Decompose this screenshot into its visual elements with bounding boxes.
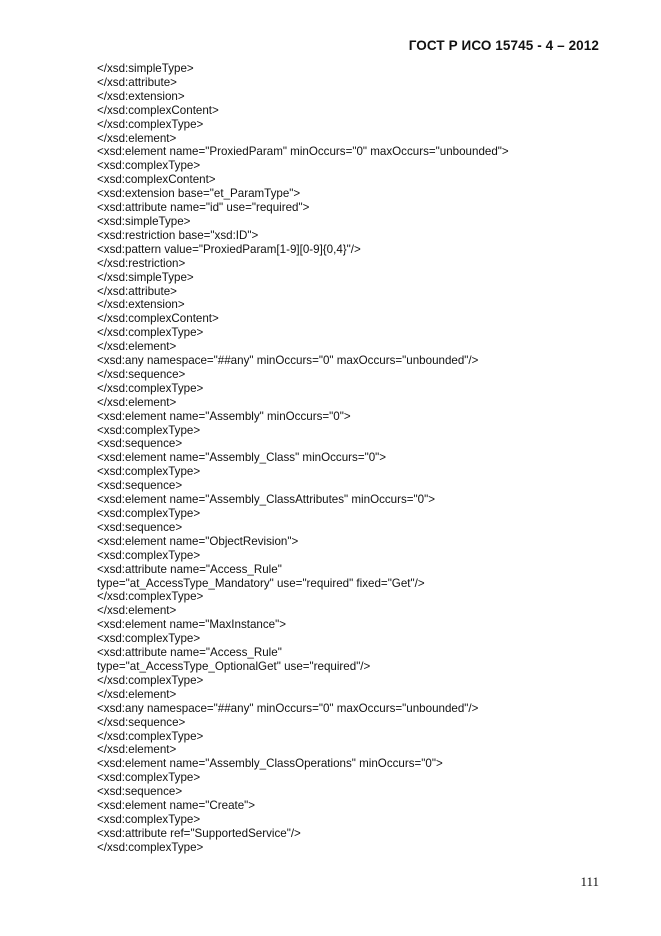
- code-line: </xsd:element>: [97, 687, 177, 701]
- code-line: <xsd:any namespace="##any" minOccurs="0" maxOccurs="unbounded"/>: [97, 354, 479, 368]
- code-line: <xsd:sequence>: [97, 437, 183, 451]
- code-line: </xsd:element>: [97, 395, 177, 409]
- code-line: <xsd:restriction base="xsd:ID">: [97, 228, 259, 242]
- code-line: <xsd:sequence>: [97, 479, 183, 493]
- standard-header: ГОСТ Р ИСО 15745 - 4 – 2012: [408, 38, 599, 53]
- code-line: <xsd:element name="ProxiedParam" minOccurs="0" maxOccurs="unbounded">: [97, 145, 509, 159]
- code-line: <xsd:attribute ref="SupportedService"/>: [97, 826, 301, 840]
- xsd-code-block: [97, 62, 617, 855]
- code-line: <xsd:sequence>: [97, 520, 183, 534]
- code-line: </xsd:complexType>: [97, 326, 204, 340]
- code-line: <xsd:extension base="et_ParamType">: [97, 187, 301, 201]
- code-line: <xsd:element name="Assembly_ClassOperations" minOccurs="0">: [97, 757, 443, 771]
- code-line: </xsd:complexType>: [97, 729, 204, 743]
- code-line: <xsd:simpleType>: [97, 214, 191, 228]
- code-line: </xsd:attribute>: [97, 284, 177, 298]
- code-line: <xsd:complexType>: [97, 423, 201, 437]
- code-line: <xsd:complexContent>: [97, 173, 216, 187]
- code-line: </xsd:restriction>: [97, 256, 186, 270]
- code-line: </xsd:complexType>: [97, 673, 204, 687]
- code-line: </xsd:attribute>: [97, 75, 177, 89]
- code-line: <xsd:attribute name="Access_Rule": [97, 646, 282, 660]
- code-line: <xsd:complexType>: [97, 507, 201, 520]
- code-line: </xsd:sequence>: [97, 715, 186, 729]
- code-line: <xsd:element name="Assembly_Class" minOccurs="0">: [97, 451, 387, 465]
- code-line: </xsd:element>: [97, 604, 177, 618]
- code-line: <xsd:complexType>: [97, 465, 201, 479]
- code-line: <xsd:complexType>: [97, 771, 201, 785]
- code-line: <xsd:complexType>: [97, 159, 201, 173]
- code-line: <xsd:element name="MaxInstance">: [97, 618, 287, 632]
- code-line: <xsd:complexType>: [97, 632, 201, 646]
- code-line: <xsd:element name="Assembly" minOccurs="0">: [97, 409, 351, 423]
- code-line: </xsd:element>: [97, 131, 177, 145]
- code-line: <xsd:sequence>: [97, 785, 183, 799]
- code-line: </xsd:complexType>: [97, 381, 204, 395]
- code-line: </xsd:complexType>: [97, 590, 204, 604]
- code-line: </xsd:element>: [97, 743, 177, 757]
- code-line: <xsd:any namespace="##any" minOccurs="0" maxOccurs="unbounded"/>: [97, 701, 479, 715]
- code-line: </xsd:complexContent>: [97, 103, 219, 117]
- code-line: <xsd:complexType>: [97, 812, 201, 826]
- code-line: <xsd:element name="Assembly_ClassAttributes" minOccurs="0">: [97, 493, 436, 507]
- code-line: <xsd:element name="Create">: [97, 799, 256, 813]
- code-line: </xsd:complexContent>: [97, 312, 219, 326]
- code-line: <xsd:attribute name="id" use="required">: [97, 201, 310, 215]
- code-line: type="at_AccessType_Mandatory" use="required" fixed="Get"/>: [97, 576, 425, 590]
- code-line: <xsd:element name="ObjectRevision">: [97, 534, 299, 548]
- code-line: </xsd:sequence>: [97, 367, 186, 381]
- code-line: </xsd:extension>: [97, 89, 185, 103]
- code-line: </xsd:element>: [97, 340, 177, 354]
- code-line: <xsd:complexType>: [97, 548, 201, 562]
- code-line: </xsd:extension>: [97, 298, 185, 312]
- code-line: type="at_AccessType_OptionalGet" use="required"/>: [97, 659, 371, 673]
- code-line: </xsd:complexType>: [97, 117, 204, 131]
- code-line: </xsd:complexType>: [97, 840, 204, 854]
- code-line: <xsd:pattern value="ProxiedParam[1-9][0-9]{0,4}"/>: [97, 242, 361, 256]
- page-number: 111: [580, 874, 599, 889]
- code-line: <xsd:attribute name="Access_Rule": [97, 562, 282, 576]
- code-line: </xsd:simpleType>: [97, 62, 194, 75]
- code-line: </xsd:simpleType>: [97, 270, 194, 284]
